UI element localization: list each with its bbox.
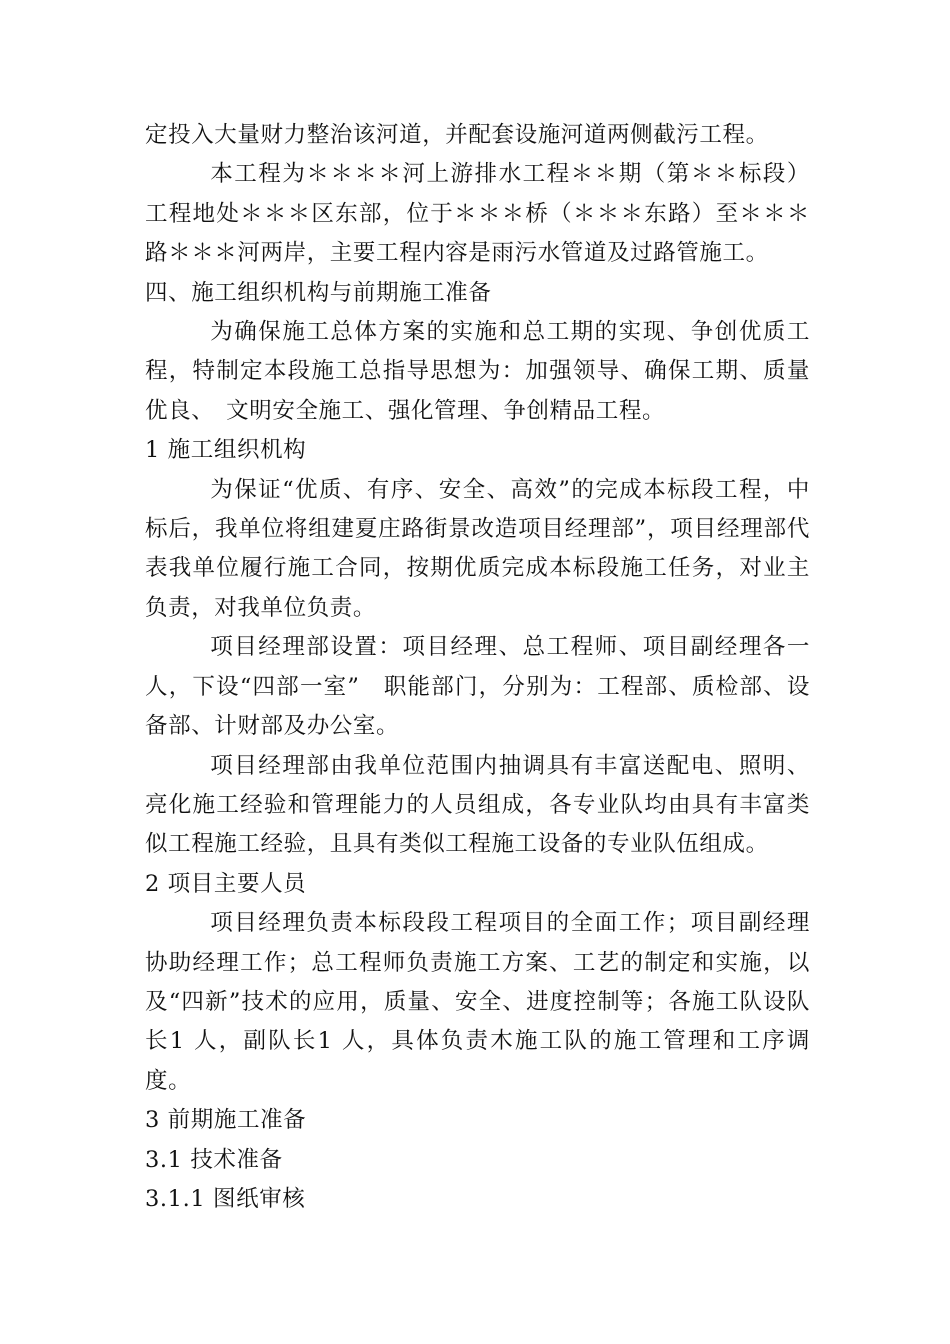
subsection-heading-3-1-1: 3.1.1 图纸审核: [145, 1185, 306, 1212]
continuation-paragraph: 定投入大量财力整治该河道，并配套设施河道两侧截污工程。: [145, 122, 769, 148]
subsection-heading-3: 3 前期施工准备: [145, 1107, 307, 1134]
subsection-heading-1: 1 施工组织机构: [145, 437, 307, 464]
section-heading-4: 四、施工组织机构与前期施工准备: [145, 279, 492, 306]
organization-paragraph: 为保证“优质、有序、安全、高效”的完成本标段工程，中标后，我单位将组建夏庄路街景改造项目经理部”，项目经理部代表我单位履行施工合同，按期优质完成本标段施工任务，对业主负责，对我单位负责。: [145, 476, 810, 621]
subsection-heading-3-1: 3.1 技术准备: [145, 1146, 283, 1173]
department-setup-paragraph: 项目经理部设置：项目经理、总工程师、项目副经理各一人，下设“四部一室” 职能部门，分别为：工程部、质检部、设备部、计财部及办公室。: [145, 634, 810, 740]
personnel-duties-paragraph: 项目经理负责本标段段工程项目的全面工作；项目副经理协助经理工作；总工程师负责施工方案、工艺的制定和实施，以及“四新”技术的应用，质量、安全、进度控制等；各施工队设队长1 人，副队长1 人，具体负责木施工队的施工管理和工序调度。: [145, 910, 810, 1094]
guiding-principle-paragraph: 为确保施工总体方案的实施和总工期的实现、争创优质工程，特制定本段施工总指导思想为：加强领导、确保工期、质量优良、 文明安全施工、强化管理、争创精品工程。: [145, 319, 810, 424]
project-overview-paragraph: 本工程为＊＊＊＊河上游排水工程＊＊期（第＊＊标段）工程地处＊＊＊区东部，位于＊＊＊桥（＊＊＊东路）至＊＊＊路＊＊＊河两岸，主要工程内容是雨污水管道及过路管施工。: [145, 161, 810, 267]
document-body: [145, 116, 810, 1219]
staffing-paragraph: 项目经理部由我单位范围内抽调具有丰富送配电、照明、亮化施工经验和管理能力的人员组成，各专业队均由具有丰富类似工程施工经验，且具有类似工程施工设备的专业队伍组成。: [145, 752, 810, 858]
subsection-heading-2: 2 项目主要人员: [145, 870, 307, 897]
